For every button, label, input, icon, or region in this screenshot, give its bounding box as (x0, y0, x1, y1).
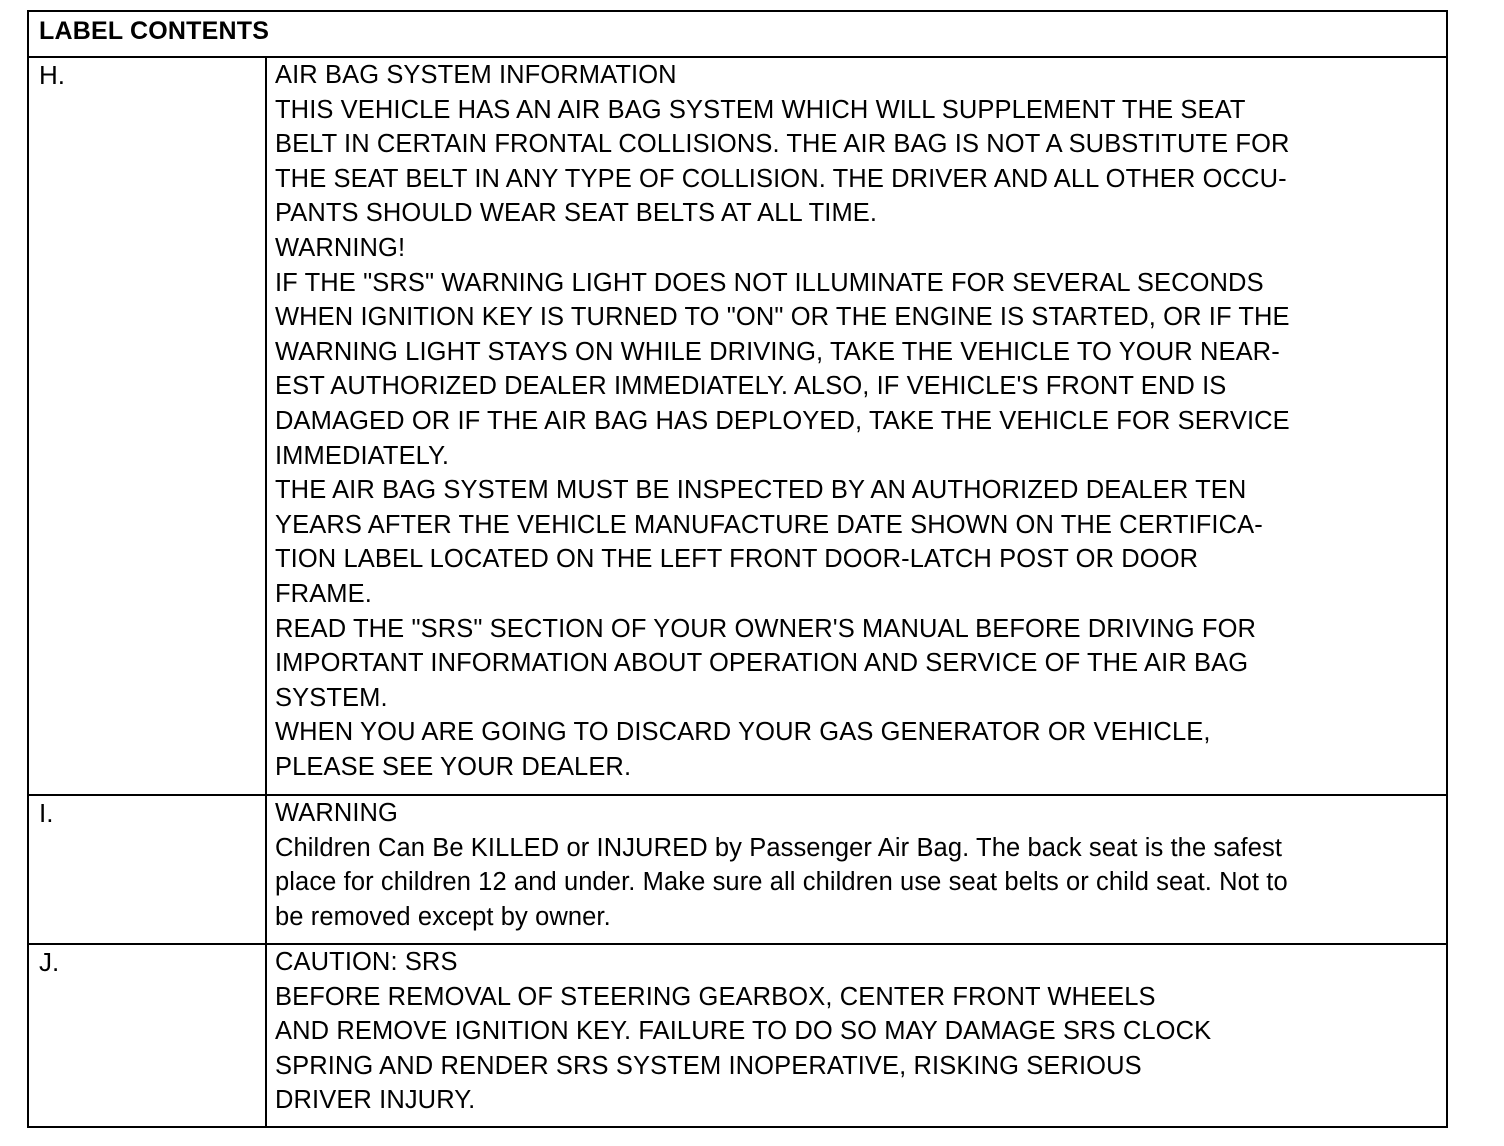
table-row-i (29, 796, 1446, 945)
content-line: WHEN YOU ARE GOING TO DISCARD YOUR GAS GENERATOR OR VEHICLE, (275, 718, 1211, 747)
content-line: SPRING AND RENDER SRS SYSTEM INOPERATIVE, RISKING SERIOUS (275, 1051, 1142, 1080)
content-line: PLEASE SEE YOUR DEALER. (275, 752, 632, 781)
row-content-cell (267, 58, 1446, 794)
content-line: SYSTEM. (275, 683, 388, 712)
row-id-cell: H. (29, 58, 267, 794)
content-line: place for children 12 and under. Make sure all children use seat belts or child seat. Not to (275, 868, 1288, 897)
row-content-cell (267, 945, 1446, 1126)
content-line: YEARS AFTER THE VEHICLE MANUFACTURE DATE SHOWN ON THE CERTIFICA- (275, 510, 1263, 539)
content-line: FRAME. (275, 579, 372, 608)
content-line: AND REMOVE IGNITION KEY. FAILURE TO DO SO MAY DAMAGE SRS CLOCK (275, 1017, 1212, 1046)
table-row-j (29, 945, 1446, 1126)
content-line: TION LABEL LOCATED ON THE LEFT FRONT DOOR-LATCH POST OR DOOR (275, 545, 1199, 574)
content-line: CAUTION: SRS (275, 948, 458, 976)
content-line: Children Can Be KILLED or INJURED by Passenger Air Bag. The back seat is the safest (275, 833, 1283, 862)
content-line: DRIVER INJURY. (275, 1086, 476, 1115)
row-id-cell: J. (29, 945, 267, 1126)
content-line: PANTS SHOULD WEAR SEAT BELTS AT ALL TIME. (275, 199, 878, 228)
content-line: WHEN IGNITION KEY IS TURNED TO "ON" OR THE ENGINE IS STARTED, OR IF THE (275, 303, 1290, 332)
content-line: THE AIR BAG SYSTEM MUST BE INSPECTED BY AN AUTHORIZED DEALER TEN (275, 476, 1247, 505)
content-line: THIS VEHICLE HAS AN AIR BAG SYSTEM WHICH WILL SUPPLEMENT THE SEAT (275, 95, 1246, 124)
label-contents-table (27, 10, 1448, 1128)
content-line: IF THE "SRS" WARNING LIGHT DOES NOT ILLUMINATE FOR SEVERAL SECONDS (275, 268, 1264, 297)
content-line: THE SEAT BELT IN ANY TYPE OF COLLISION. THE DRIVER AND ALL OTHER OCCU- (275, 164, 1287, 193)
content-line: IMMEDIATELY. (275, 441, 450, 470)
content-line: DAMAGED OR IF THE AIR BAG HAS DEPLOYED, TAKE THE VEHICLE FOR SERVICE (275, 406, 1290, 435)
content-line: BEFORE REMOVAL OF STEERING GEARBOX, CENTER FRONT WHEELS (275, 982, 1156, 1011)
content-line: BELT IN CERTAIN FRONTAL COLLISIONS. THE AIR BAG IS NOT A SUBSTITUTE FOR (275, 130, 1290, 159)
content-line: WARNING! (275, 233, 406, 262)
content-line: WARNING LIGHT STAYS ON WHILE DRIVING, TAKE THE VEHICLE TO YOUR NEAR- (275, 337, 1280, 366)
content-line: EST AUTHORIZED DEALER IMMEDIATELY. ALSO, IF VEHICLE'S FRONT END IS (275, 372, 1227, 401)
content-line: IMPORTANT INFORMATION ABOUT OPERATION AND SERVICE OF THE AIR BAG (275, 649, 1249, 678)
table-header: LABEL CONTENTS (29, 12, 1446, 58)
content-line: READ THE "SRS" SECTION OF YOUR OWNER'S MANUAL BEFORE DRIVING FOR (275, 614, 1257, 643)
table-row-h (29, 58, 1446, 796)
row-id-cell: I. (29, 796, 267, 943)
content-line: be removed except by owner. (275, 902, 611, 931)
content-line: WARNING (275, 799, 398, 827)
row-content-cell (267, 796, 1446, 943)
content-line: AIR BAG SYSTEM INFORMATION (275, 61, 677, 89)
